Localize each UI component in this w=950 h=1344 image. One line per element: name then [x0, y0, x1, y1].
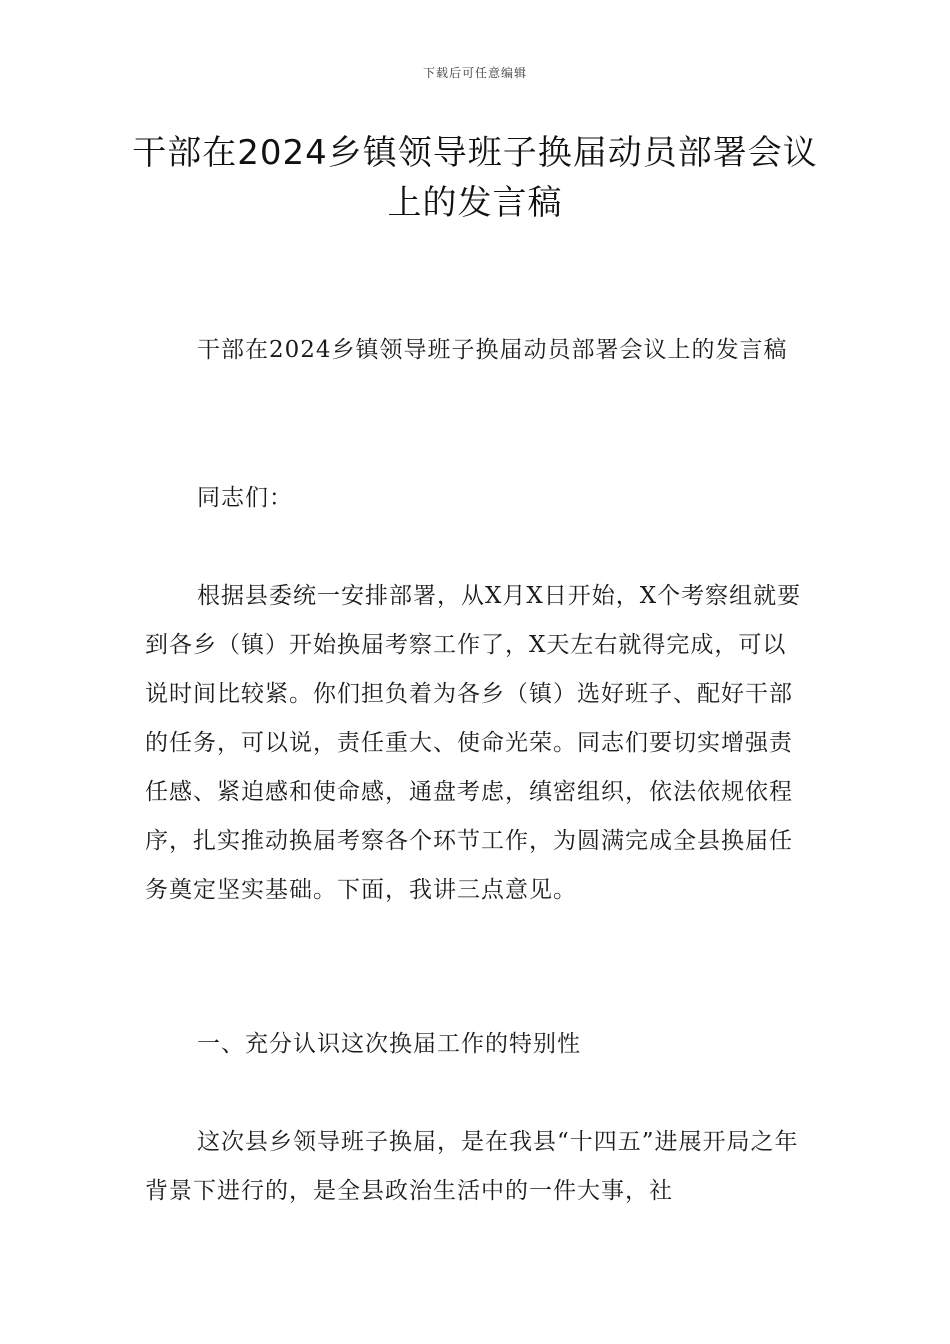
document-title: 干部在2024乡镇领导班子换届动员部署会议上的发言稿: [132, 133, 818, 223]
body-paragraph-1: 根据县委统一安排部署，从X月X日开始，X个考察组就要到各乡（镇）开始换届考察工作了，X天左右就得完成，可以说时间比较紧。你们担负着为各乡（镇）选好班子、配好干部的任务，可以说，责任重大、使命光荣。同志们要切实增强责任感、紧迫感和使命感，通盘考虑，缜密组织，依法依规依程序，扎实推动换届考察各个环节工作，为圆满完成全县换届任务奠定坚实基础。下面，我讲三点意见。: [145, 583, 802, 903]
section-heading-1: 一、充分认识这次换届工作的特别性: [197, 1031, 581, 1057]
body-paragraph-2: 这次县乡领导班子换届，是在我县“十四五”进展开局之年背景下进行的，是全县政治生活中的一件大事，社: [145, 1129, 799, 1204]
greeting-paragraph: 同志们：: [197, 485, 293, 511]
header-note: 下载后可任意编辑: [422, 66, 527, 80]
subtitle-paragraph: 干部在2024乡镇领导班子换届动员部署会议上的发言稿: [197, 337, 788, 363]
